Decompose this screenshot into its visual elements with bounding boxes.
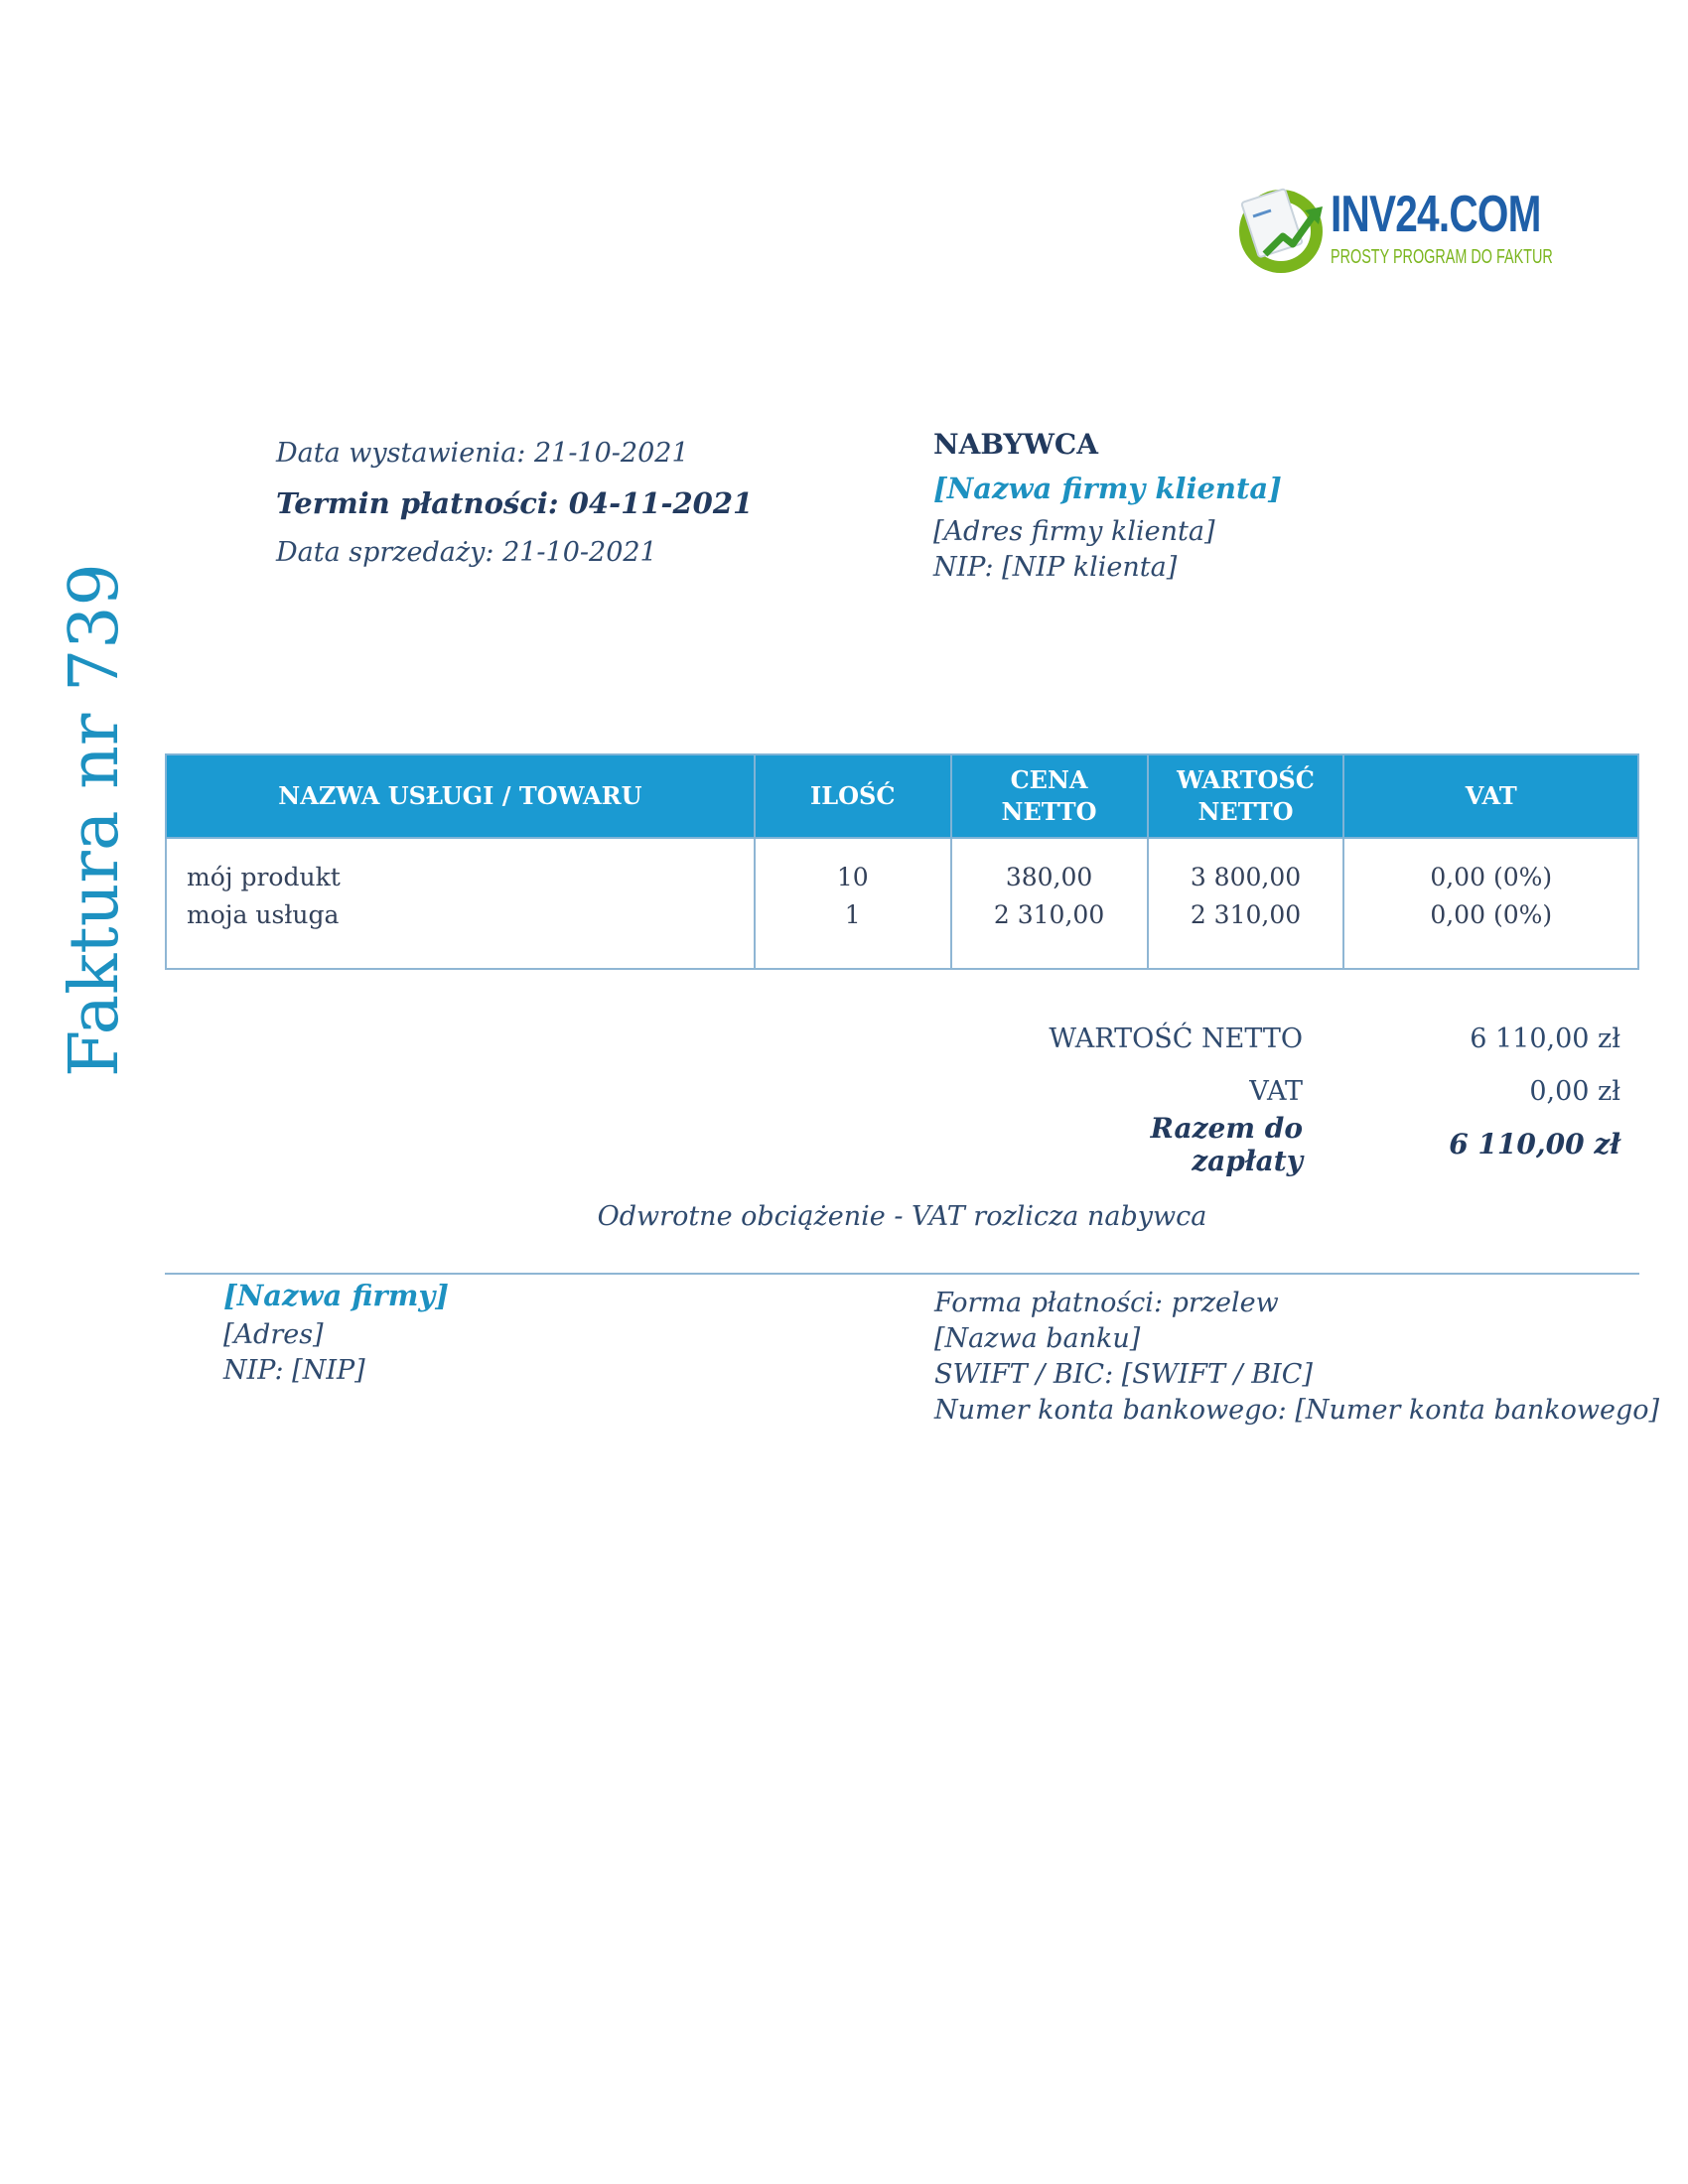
buyer-nip: NIP: [NIP klienta]: [933, 552, 1178, 583]
invoice-dates: [276, 429, 753, 578]
item-qty: 10: [836, 863, 869, 891]
reverse-charge-note: Odwrotne obciążenie - VAT rozlicza nabywca: [597, 1201, 1207, 1232]
column-header-name: NAZWA USŁUGI / TOWARU: [166, 754, 755, 838]
seller-name: [Nazwa firmy]: [223, 1279, 449, 1312]
bank-name: [Nazwa banku]: [934, 1323, 1141, 1354]
item-price: 2 310,00: [993, 900, 1105, 929]
swift-code: SWIFT / BIC: [SWIFT / BIC]: [934, 1359, 1313, 1390]
buyer-name: [Nazwa firmy klienta]: [933, 472, 1282, 505]
table-body-row: [166, 838, 1638, 969]
issue-date: Data wystawienia: 21-10-2021: [276, 438, 689, 469]
sale-date: Data sprzedaży: 21-10-2021: [276, 537, 657, 568]
item-vat: 0,00 (0%): [1430, 863, 1553, 891]
value-cell: [1148, 838, 1344, 969]
payment-block: [934, 1286, 1659, 1429]
buyer-address: [Adres firmy klienta]: [933, 516, 1215, 547]
invoice-growth-icon: [1231, 177, 1331, 276]
due-date: Termin płatności: 04-11-2021: [276, 486, 754, 520]
vat-cell: [1343, 838, 1638, 969]
buyer-block: [933, 427, 1282, 586]
qty-cell: [755, 838, 951, 969]
grand-total-row: [1033, 1111, 1628, 1177]
net-total-value: 6 110,00 zł: [1470, 1024, 1620, 1054]
item-name: mój produkt: [187, 863, 341, 891]
item-value: 3 800,00: [1190, 863, 1302, 891]
seller-block: [223, 1273, 449, 1389]
vat-total-label: VAT: [1249, 1076, 1303, 1107]
item-qty: 1: [844, 900, 861, 929]
buyer-heading: NABYWCA: [933, 428, 1098, 461]
company-logo: [1231, 177, 1553, 286]
grand-total-label: Razem do zapłaty: [1150, 1111, 1303, 1177]
seller-address: [Adres]: [223, 1319, 324, 1350]
item-vat: 0,00 (0%): [1430, 900, 1553, 929]
name-cell: [166, 838, 755, 969]
vat-total-row: [1033, 1065, 1628, 1118]
logo-name: INV24.COM: [1331, 186, 1541, 243]
price-cell: [951, 838, 1148, 969]
item-price: 380,00: [1005, 863, 1093, 891]
grand-total-value: 6 110,00 zł: [1449, 1128, 1620, 1160]
item-value: 2 310,00: [1190, 900, 1302, 929]
items-table: [165, 753, 1639, 970]
invoice-title: Faktura nr 739: [56, 563, 134, 1077]
totals-block: [1033, 1013, 1628, 1177]
column-header-value: WARTOŚĆ NETTO: [1148, 754, 1344, 838]
column-header-vat: VAT: [1343, 754, 1638, 838]
net-total-row: [1033, 1013, 1628, 1065]
payment-method: Forma płatności: przelew: [934, 1288, 1279, 1318]
seller-nip: NIP: [NIP]: [223, 1355, 365, 1386]
table-header-row: [166, 754, 1638, 838]
column-header-qty: ILOŚĆ: [755, 754, 951, 838]
logo-tagline: PROSTY PROGRAM DO FAKTUR: [1331, 246, 1553, 268]
column-header-price: CENA NETTO: [951, 754, 1148, 838]
vat-total-value: 0,00 zł: [1529, 1076, 1620, 1107]
net-total-label: WARTOŚĆ NETTO: [1049, 1024, 1303, 1054]
item-name: moja usługa: [187, 900, 340, 929]
bank-account: Numer konta bankowego: [Numer konta bankowego]: [934, 1395, 1660, 1426]
